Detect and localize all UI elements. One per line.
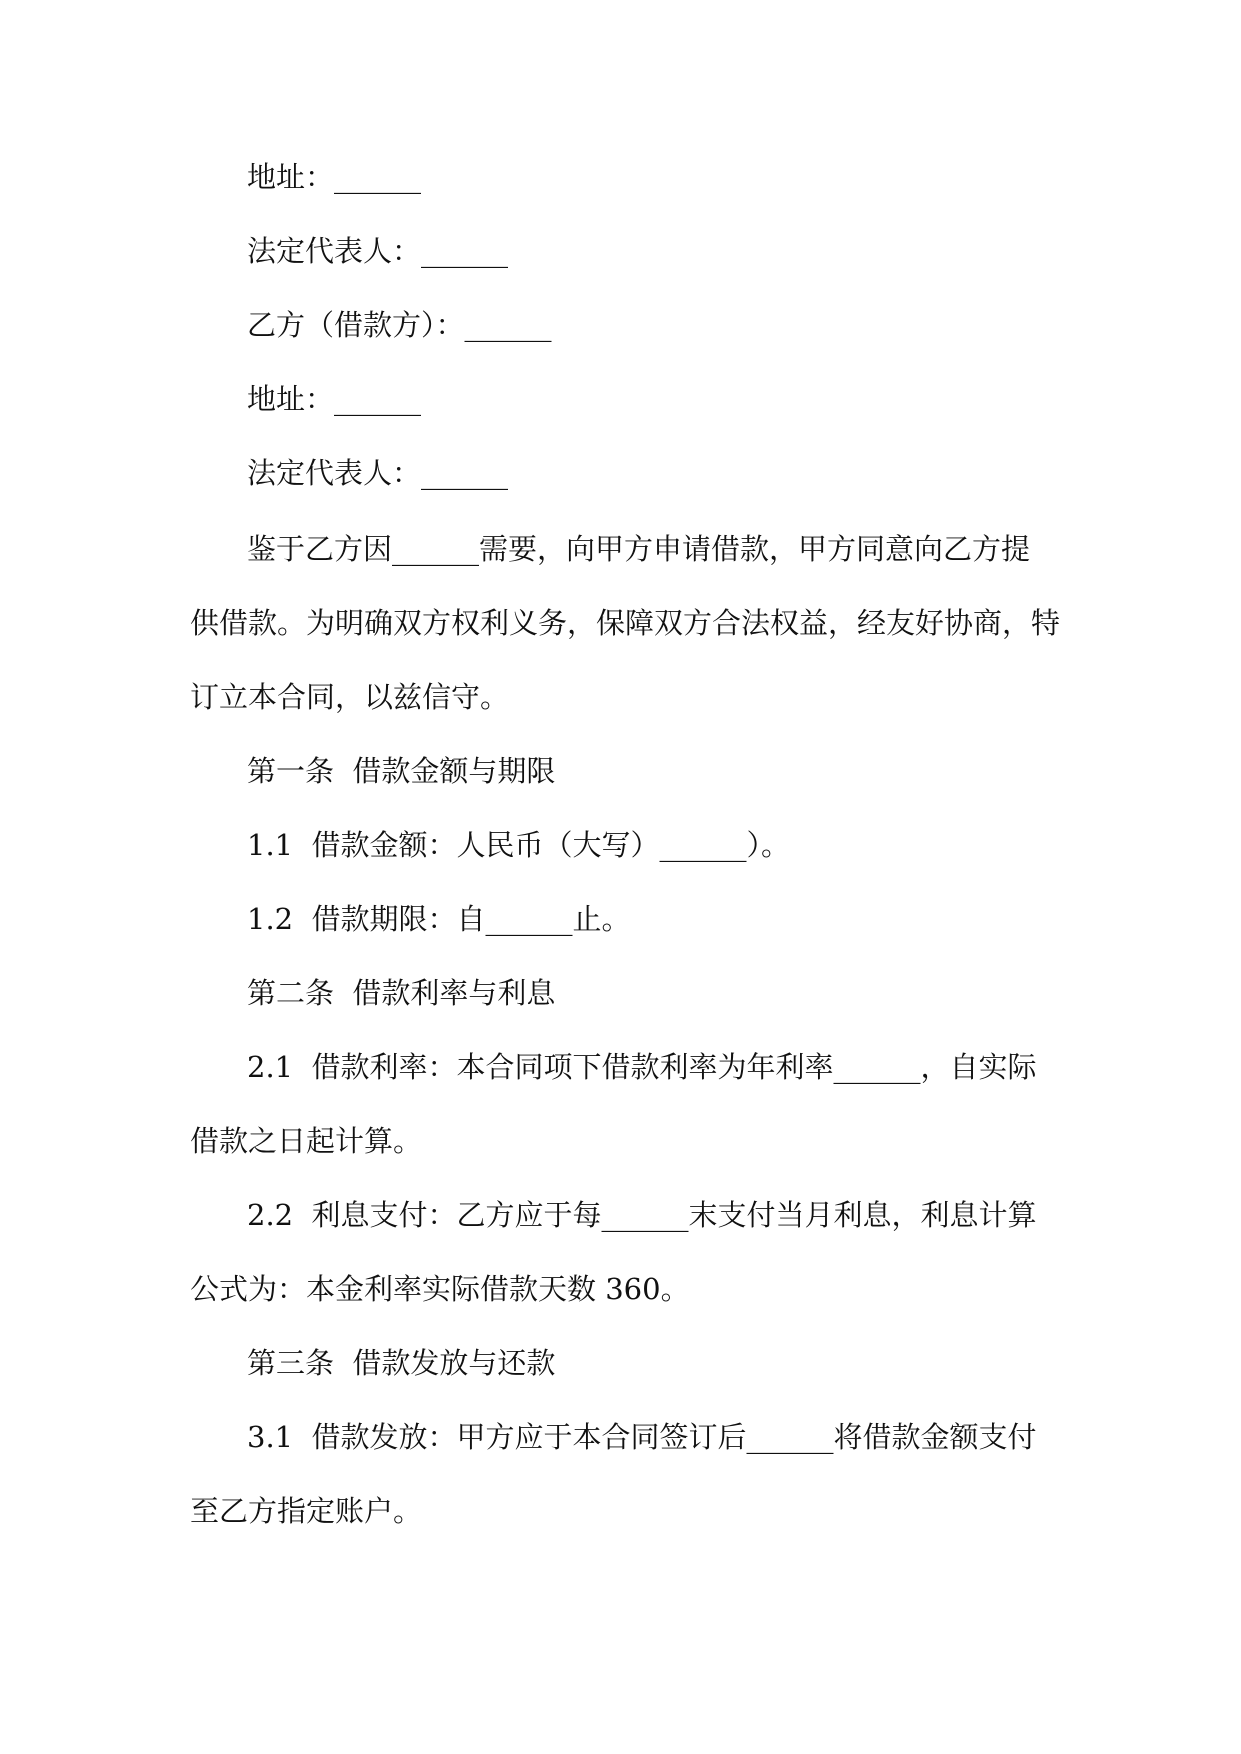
address-line-party-a: 地址：______: [247, 160, 422, 194]
clause-line: 3.1 借款发放：甲方应于本合同签订后______将借款金额支付: [247, 1420, 1037, 1454]
preamble-line: 鉴于乙方因______需要，向甲方申请借款，甲方同意向乙方提: [247, 532, 1031, 566]
preamble-line: 订立本合同，以兹信守。: [190, 680, 510, 714]
article-3-heading: 第三条 借款发放与还款: [247, 1346, 556, 1380]
clause-2-1: [190, 1030, 1060, 1178]
party-b-line: 乙方（借款方）：______: [247, 308, 552, 342]
article-1-heading: 第一条 借款金额与期限: [247, 754, 556, 788]
clause-line: 2.2 利息支付：乙方应于每______末支付当月利息，利息计算: [247, 1198, 1037, 1232]
legal-representative-line-party-a: 法定代表人：______: [247, 234, 509, 268]
clause-line: 借款之日起计算。: [190, 1124, 423, 1158]
clause-3-1: [190, 1400, 1060, 1548]
document-body: [190, 140, 1060, 1548]
clause-2-2: [190, 1178, 1060, 1326]
clause-line: 2.1 借款利率：本合同项下借款利率为年利率______，自实际: [247, 1050, 1037, 1084]
preamble-line: 供借款。为明确双方权利义务，保障双方合法权益，经友好协商，特: [190, 606, 1061, 640]
legal-representative-line-party-b: 法定代表人：______: [247, 456, 509, 490]
clause-line: 至乙方指定账户。: [190, 1494, 423, 1528]
preamble-paragraph: [190, 512, 1060, 734]
clause-1-1: 1.1 借款金额：人民币（大写）______）。: [247, 828, 791, 862]
clause-line: 公式为：本金利率实际借款天数 360。: [190, 1272, 690, 1306]
clause-1-2: 1.2 借款期限：自______止。: [247, 902, 631, 936]
article-2-heading: 第二条 借款利率与利息: [247, 976, 556, 1010]
address-line-party-b: 地址：______: [247, 382, 422, 416]
